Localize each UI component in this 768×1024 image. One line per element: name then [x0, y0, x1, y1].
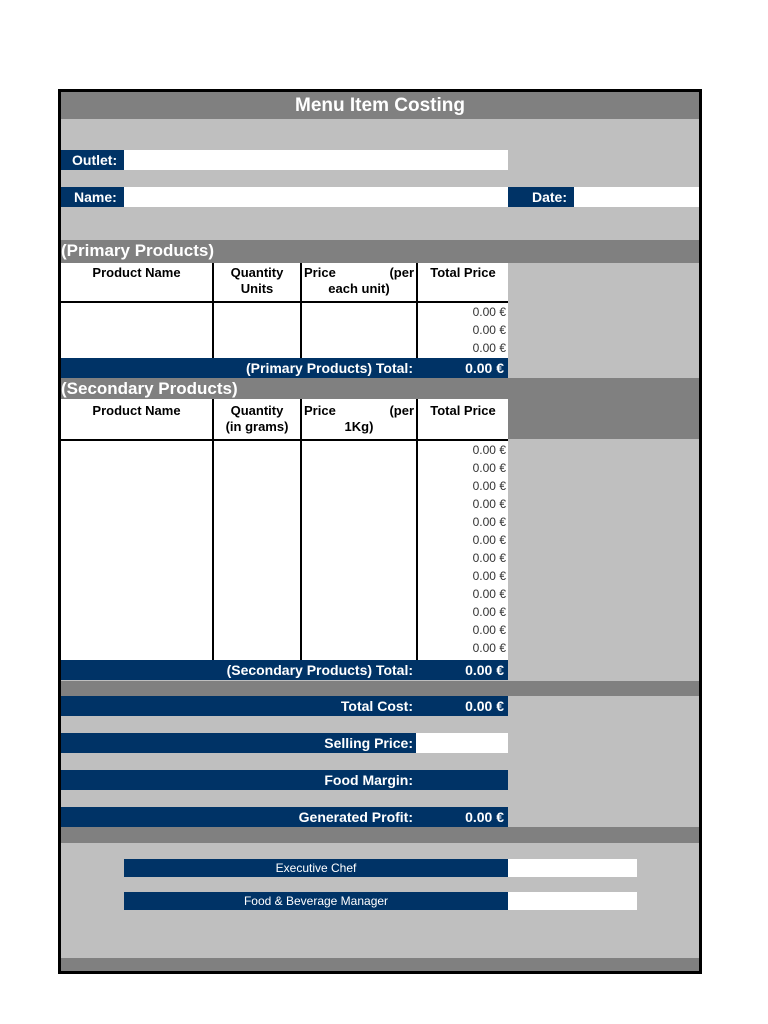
secondary-row-total: 0.00 €	[472, 551, 506, 565]
secondary-price-unit: 1Kg)	[344, 419, 374, 434]
date-label: Date:	[508, 187, 574, 207]
secondary-row-total: 0.00 €	[472, 533, 506, 547]
primary-col-divider	[212, 263, 214, 358]
food-margin-label: Food Margin:	[324, 772, 413, 788]
secondary-row-total: 0.00 €	[472, 605, 506, 619]
food-margin-bar	[61, 770, 508, 790]
secondary-row-total: 0.00 €	[472, 623, 506, 637]
total-cost-label: Total Cost:	[340, 698, 413, 714]
secondary-row-total: 0.00 €	[472, 569, 506, 583]
secondary-col-divider	[212, 399, 214, 660]
secondary-col-qty	[214, 403, 300, 435]
section-separator	[61, 681, 699, 696]
secondary-col-divider	[300, 399, 302, 660]
selling-price-bar	[61, 733, 416, 753]
selling-price-label: Selling Price:	[324, 735, 413, 751]
outlet-label: Outlet:	[61, 150, 124, 170]
secondary-price-word: Price	[304, 403, 336, 418]
primary-total-bar	[61, 358, 508, 378]
total-cost-value: 0.00 €	[465, 698, 504, 714]
secondary-row-total: 0.00 €	[472, 443, 506, 457]
secondary-col-total: Total Price	[430, 403, 496, 418]
secondary-col-price	[302, 403, 416, 435]
primary-price-per: (per	[389, 265, 414, 280]
secondary-row-total: 0.00 €	[472, 497, 506, 511]
primary-heading: (Primary Products)	[61, 240, 699, 263]
primary-total-label: (Primary Products) Total:	[246, 360, 413, 376]
secondary-row-total: 0.00 €	[472, 461, 506, 475]
secondary-row-total: 0.00 €	[472, 479, 506, 493]
secondary-col-product: Product Name	[92, 403, 181, 418]
sheet-title: Menu Item Costing	[61, 92, 699, 119]
secondary-price-per: (per	[389, 403, 414, 418]
secondary-heading: (Secondary Products)	[61, 378, 699, 399]
primary-col-total: Total Price	[430, 265, 496, 280]
secondary-row-total: 0.00 €	[472, 515, 506, 529]
section-separator	[61, 827, 699, 843]
outlet-field[interactable]	[124, 150, 508, 170]
secondary-total-bar	[61, 660, 508, 680]
name-label: Name:	[61, 187, 124, 207]
profit-value: 0.00 €	[465, 809, 504, 825]
date-field[interactable]	[574, 187, 699, 207]
secondary-qty-unit: (in grams)	[225, 419, 289, 434]
profit-bar	[61, 807, 508, 827]
primary-price-unit: each unit)	[328, 281, 390, 296]
primary-col-product: Product Name	[92, 265, 181, 280]
primary-row-total: 0.00 €	[472, 305, 506, 319]
primary-table	[61, 263, 508, 358]
total-cost-bar	[61, 696, 508, 716]
fb-manager-label: Food & Beverage Manager	[124, 892, 508, 910]
bottom-bar	[61, 958, 699, 971]
primary-col-qty: Quantity Units	[230, 265, 284, 296]
fb-manager-signature-field[interactable]	[508, 892, 637, 910]
executive-chef-label: Executive Chef	[124, 859, 508, 877]
primary-total-value: 0.00 €	[465, 360, 504, 376]
secondary-row-total: 0.00 €	[472, 587, 506, 601]
secondary-row-total: 0.00 €	[472, 641, 506, 655]
primary-row-total: 0.00 €	[472, 323, 506, 337]
executive-chef-signature-field[interactable]	[508, 859, 637, 877]
costing-sheet	[58, 89, 702, 974]
secondary-table	[61, 399, 508, 660]
selling-price-field[interactable]	[416, 733, 508, 753]
primary-col-divider	[300, 263, 302, 358]
primary-row-total: 0.00 €	[472, 341, 506, 355]
profit-label: Generated Profit:	[298, 809, 413, 825]
secondary-total-value: 0.00 €	[465, 662, 504, 678]
secondary-total-label: (Secondary Products) Total:	[226, 662, 413, 678]
secondary-header-filler	[508, 399, 699, 439]
primary-col-price	[302, 265, 416, 297]
primary-price-word: Price	[304, 265, 336, 280]
name-field[interactable]	[124, 187, 508, 207]
secondary-qty-word: Quantity	[230, 403, 284, 418]
